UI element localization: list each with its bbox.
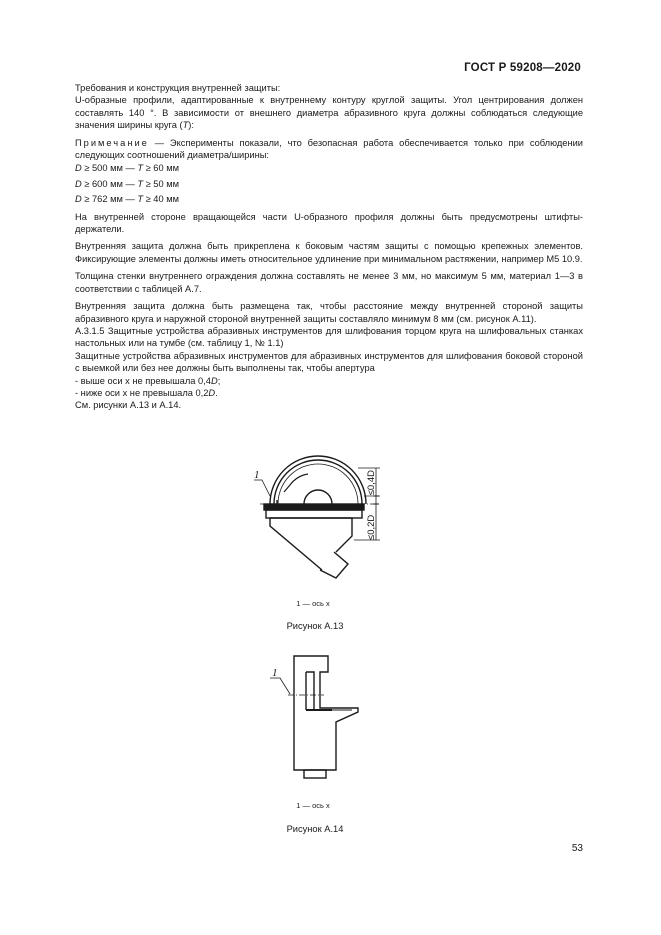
figure-a13-drawing (240, 430, 400, 585)
paragraph: Толщина стенки внутреннего ограждения должна составлять не менее 3 мм, но максимум 5 мм, материал 1—3 в соответствии с таблицей А.7. (75, 271, 583, 294)
formula: D ≥ 500 мм — T ≥ 60 мм (75, 163, 179, 174)
body-text (75, 82, 583, 412)
paragraph: U-образные профили, адаптированные к внутреннему контуру круглой защиты. Угол центрирования должен составлять 140 °. В зависимости от внешнего диаметра абразивного круга должны соблюдаться следующие значения ширины круга (T): (75, 95, 583, 131)
paragraph: На внутренней стороне вращающейся части U-образного профиля должны быть предусмотрены штифты-держатели. (75, 211, 583, 235)
formula: D ≥ 762 мм — T ≥ 40 мм (75, 194, 179, 205)
figure-a14-marker: 1 (272, 667, 278, 679)
figure-a13-marker: 1 (254, 469, 260, 481)
figure-a13-legend: 1 — ось x (296, 599, 330, 608)
figure-a14-caption: Рисунок А.14 (286, 824, 344, 834)
figure-a13-dim-top: ≤0,4D (366, 470, 377, 496)
note-label: Примечание (75, 137, 149, 148)
note: Примечание — Эксперименты показали, что безопасная работа обеспечивается только при соблюдении следующих соотношений диаметра/ширины: (75, 137, 583, 161)
figure-a13-dim-bottom: ≤0,2D (366, 514, 377, 540)
document-id: ГОСТ Р 59208—2020 (464, 62, 581, 74)
paragraph: Внутренняя защита должна быть прикреплена к боковым частям защиты с помощью крепежных элементов. Фиксирующие элементы должны иметь относительное удлинение при минимальном растяжении, например М5 10.9. (75, 241, 583, 264)
paragraph: А.3.1.5 Защитные устройства абразивных инструментов для шлифования торцом круга на шлифовальных станках настольных или на тумбе (см. таблицу 1, № 1.1) (75, 325, 583, 349)
figure-a14-legend: 1 — ось x (296, 801, 330, 810)
paragraph: Внутренняя защита должна быть размещена так, чтобы расстояние между внутренней стороной защиты абразивного круга и наружной стороной внутренней защиты составляло минимум 8 мм (см. рисунок А.11). (75, 301, 583, 324)
list-item: - ниже оси x не превышала 0,2D. (75, 387, 218, 398)
paragraph: См. рисунки А.13 и А.14. (75, 400, 182, 411)
figure-a13-caption: Рисунок А.13 (286, 621, 344, 631)
paragraph: Требования и конструкция внутренней защиты: (75, 83, 281, 93)
list-item: - выше оси x не превышала 0,4D; (75, 375, 221, 386)
formula: D ≥ 600 мм — T ≥ 50 мм (75, 178, 179, 189)
paragraph: Защитные устройства абразивных инструментов для абразивных инструментов для шлифования боковой стороной с выемкой или без нее должны быть выполнены так, чтобы апертура (75, 350, 583, 374)
figure-a14-drawing (262, 650, 372, 785)
page-number: 53 (571, 843, 583, 854)
